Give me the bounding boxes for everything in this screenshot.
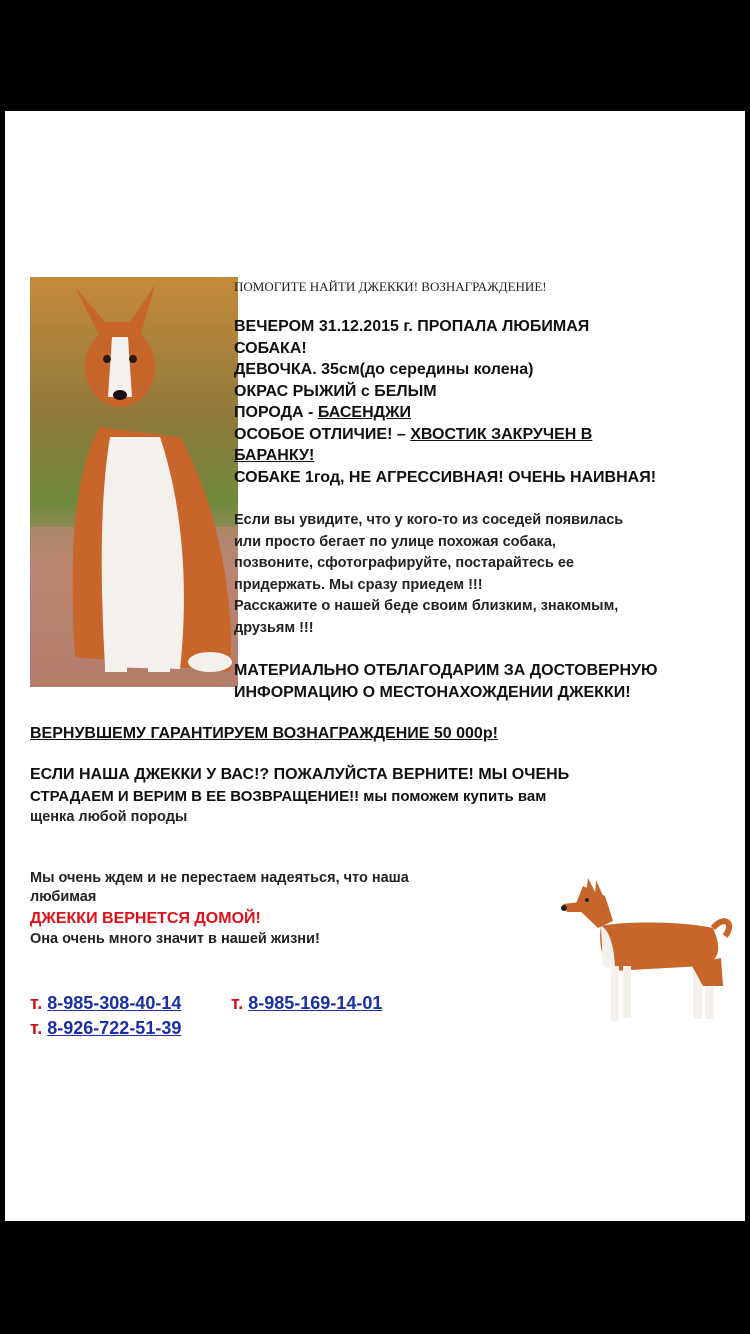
phone-row-2 [30, 1018, 181, 1039]
phone-link-2[interactable]: 8-985-169-14-01 [248, 993, 383, 1013]
request-line: придержать. Мы сразу приедем !!! [234, 576, 483, 593]
plea-block [30, 764, 569, 829]
thanks-block [234, 660, 657, 703]
phone-row-1 [30, 993, 181, 1014]
hope-line: Мы очень ждем и не перестаем надеяться, что наша [30, 870, 409, 886]
info-line: СОБАКА! [234, 339, 307, 357]
phone-row-1b [231, 993, 382, 1014]
request-line: Расскажите о нашей беде своим близким, знакомым, [234, 598, 619, 614]
request-block [234, 510, 623, 639]
request-line: друзьям !!! [234, 619, 314, 636]
age-line: СОБАКЕ 1год, НЕ АГРЕССИВНАЯ! ОЧЕНЬ НАИВНАЯ! [234, 468, 657, 486]
request-line: позвоните, сфотографируйте, постарайтесь ее [234, 555, 574, 571]
phone-link-3[interactable]: 8-926-722-51-39 [47, 1018, 182, 1038]
feature-value: ХВОСТИК ЗАКРУЧЕН В [410, 425, 593, 443]
plea-line: щенка любой породы [30, 809, 188, 825]
phone-link-1[interactable]: 8-985-308-40-14 [47, 993, 182, 1013]
poster-sheet [5, 111, 745, 1221]
request-line: Если вы увидите, что у кого-то из соседей появилась [234, 512, 624, 528]
phone-prefix: т. [231, 993, 244, 1013]
feature-line: ОСОБОЕ ОТЛИЧИЕ! – ХВОСТИК ЗАКРУЧЕН В [234, 425, 593, 443]
info-line: ОКРАС РЫЖИЙ с БЕЛЫМ [234, 382, 437, 400]
phone-prefix: т. [30, 1018, 43, 1038]
headline: ПОМОГИТЕ НАЙТИ ДЖЕККИ! ВОЗНАГРАЖДЕНИЕ! [234, 279, 547, 294]
plea-line: СТРАДАЕМ И ВЕРИМ В ЕЕ ВОЗВРАЩЕНИЕ!! мы поможем купить вам [30, 787, 547, 805]
info-line: ВЕЧЕРОМ 31.12.2015 г. ПРОПАЛА ЛЮБИМАЯ [234, 318, 590, 335]
return-home-text: ДЖЕККИ ВЕРНЕТСЯ ДОМОЙ! [30, 910, 261, 927]
dog-photo-sitting [30, 277, 238, 687]
request-line: или просто бегает по улице похожая собака, [234, 533, 556, 550]
reward-line: ВЕРНУВШЕМУ ГАРАНТИРУЕМ ВОЗНАГРАЖДЕНИЕ 50 000р! [30, 725, 498, 742]
info-block [234, 316, 656, 488]
hope-block [30, 869, 409, 949]
phone-prefix: т. [30, 993, 43, 1013]
thanks-line: МАТЕРИАЛЬНО ОТБЛАГОДАРИМ ЗА ДОСТОВЕРНУЮ [234, 662, 658, 679]
breed-value: БАСЕНДЖИ [317, 404, 411, 421]
feature-value-cont: БАРАНКУ! [234, 447, 315, 464]
info-line: ДЕВОЧКА. 35см(до середины колена) [234, 361, 534, 378]
breed-line: ПОРОДА - БАСЕНДЖИ [234, 404, 411, 421]
thanks-line: ИНФОРМАЦИЮ О МЕСТОНАХОЖДЕНИИ ДЖЕККИ! [234, 683, 631, 701]
hope-line: любимая [30, 889, 97, 905]
plea-line: ЕСЛИ НАША ДЖЕККИ У ВАС!? ПОЖАЛУЙСТА ВЕРНИТЕ! МЫ ОЧЕНЬ [30, 766, 570, 783]
dog-photo-standing [553, 866, 739, 1031]
closing-line: Она очень много значит в нашей жизни! [30, 931, 320, 947]
